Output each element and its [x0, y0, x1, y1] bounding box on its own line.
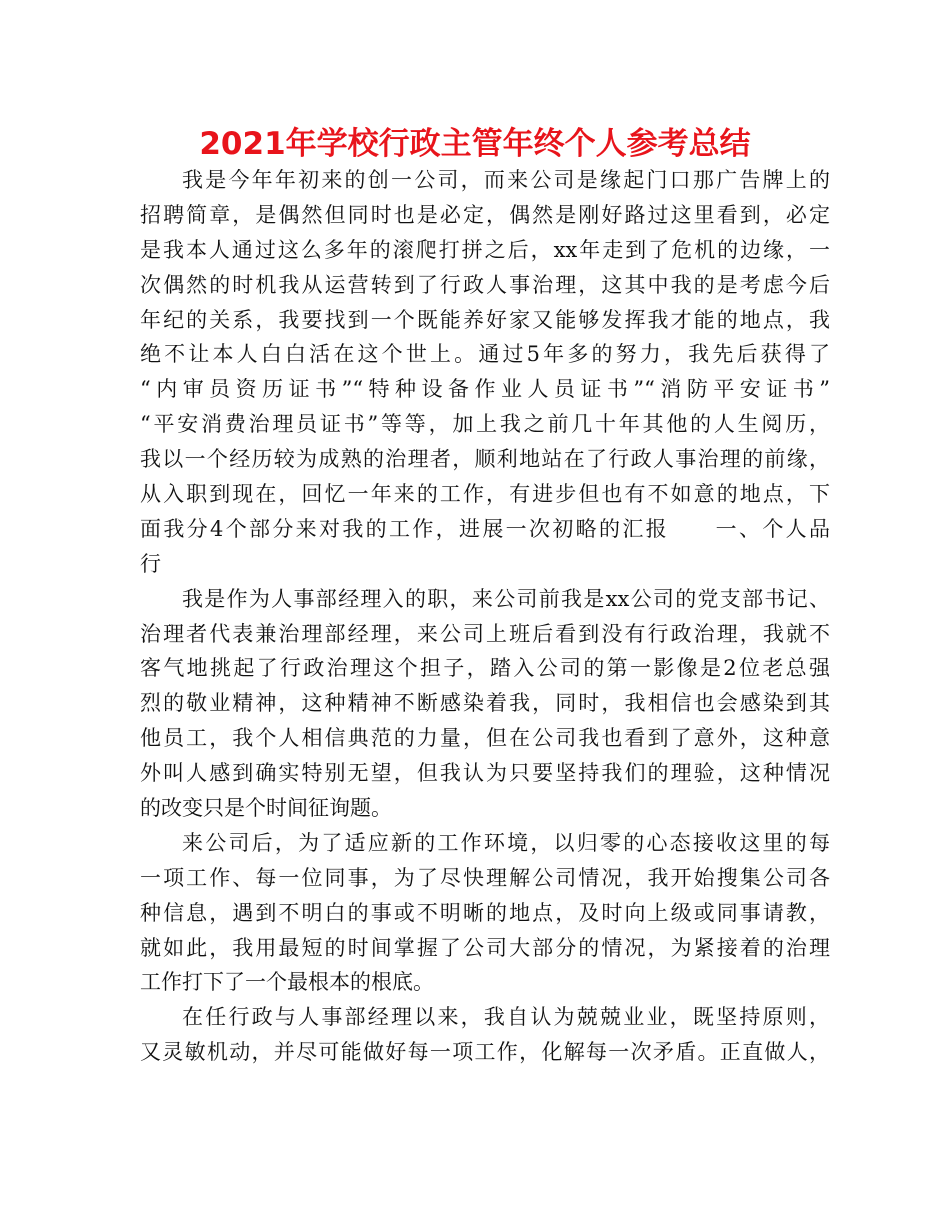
body-line: 面我分4个部分来对我的工作，进展一次初略的汇报 一、个人品	[140, 516, 830, 541]
body-line: 来公司后，为了适应新的工作环境，以归零的心态接收这里的每	[182, 830, 830, 855]
body-line: 治理者代表兼治理部经理，来公司上班后看到没有行政治理，我就不	[140, 621, 830, 646]
body-line: 种信息，遇到不明白的事或不明晰的地点，及时向上级或同事请教，	[140, 900, 830, 925]
body-line: 次偶然的时机我从运营转到了行政人事治理，这其中我的是考虑今后	[140, 272, 830, 297]
body-line: 绝不让本人白白活在这个世上。通过5年多的努力，我先后获得了	[140, 342, 830, 367]
body-line: 一项工作、每一位同事，为了尽快理解公司情况，我开始搜集公司各	[140, 865, 830, 890]
body-line: 的改变只是个时间征询题。	[140, 796, 392, 821]
body-line: 就如此，我用最短的时间掌握了公司大部分的情况，为紧接着的治理	[140, 935, 830, 960]
body-line: 又灵敏机动，并尽可能做好每一项工作，化解每一次矛盾。正直做人，	[140, 1040, 830, 1065]
body-line: 客气地挑起了行政治理这个担子，踏入公司的第一影像是2位老总强	[140, 656, 830, 681]
body-line: 工作打下了一个最根本的根底。	[140, 970, 434, 995]
body-line: 我是作为人事部经理入的职，来公司前我是xx公司的党支部书记、	[182, 586, 830, 611]
body-line: “内审员资历证书”“特种设备作业人员证书”“消防平安证书”	[140, 377, 830, 402]
body-line: “平安消费治理员证书”等等，加上我之前几十年其他的人生阅历，	[140, 412, 830, 437]
body-line: 我以一个经历较为成熟的治理者，顺利地站在了行政人事治理的前缘，	[140, 447, 830, 472]
document-title: 2021年学校行政主管年终个人参考总结	[199, 126, 751, 162]
body-line: 行	[140, 551, 161, 576]
body-line: 我是今年年初来的创一公司，而来公司是缘起门口那广告牌上的	[182, 168, 830, 192]
body-line: 从入职到现在，回忆一年来的工作，有进步但也有不如意的地点，下	[140, 482, 830, 507]
body-line: 年纪的关系，我要找到一个既能养好家又能够发挥我才能的地点，我	[140, 307, 830, 332]
body-line: 在任行政与人事部经理以来，我自认为兢兢业业，既坚持原则，	[182, 1005, 830, 1030]
body-line: 烈的敬业精神，这种精神不断感染着我，同时，我相信也会感染到其	[140, 691, 830, 716]
body-line: 招聘简章，是偶然但同时也是必定，偶然是刚好路过这里看到，必定	[140, 202, 830, 227]
body-line: 他员工，我个人相信典范的力量，但在公司我也看到了意外，这种意	[140, 726, 830, 751]
body-line: 外叫人感到确实特别无望，但我认为只要坚持我们的理验，这种情况	[140, 761, 830, 786]
body-line: 是我本人通过这么多年的滚爬打拼之后，xx年走到了危机的边缘，一	[140, 237, 830, 262]
document-body	[140, 163, 830, 1070]
